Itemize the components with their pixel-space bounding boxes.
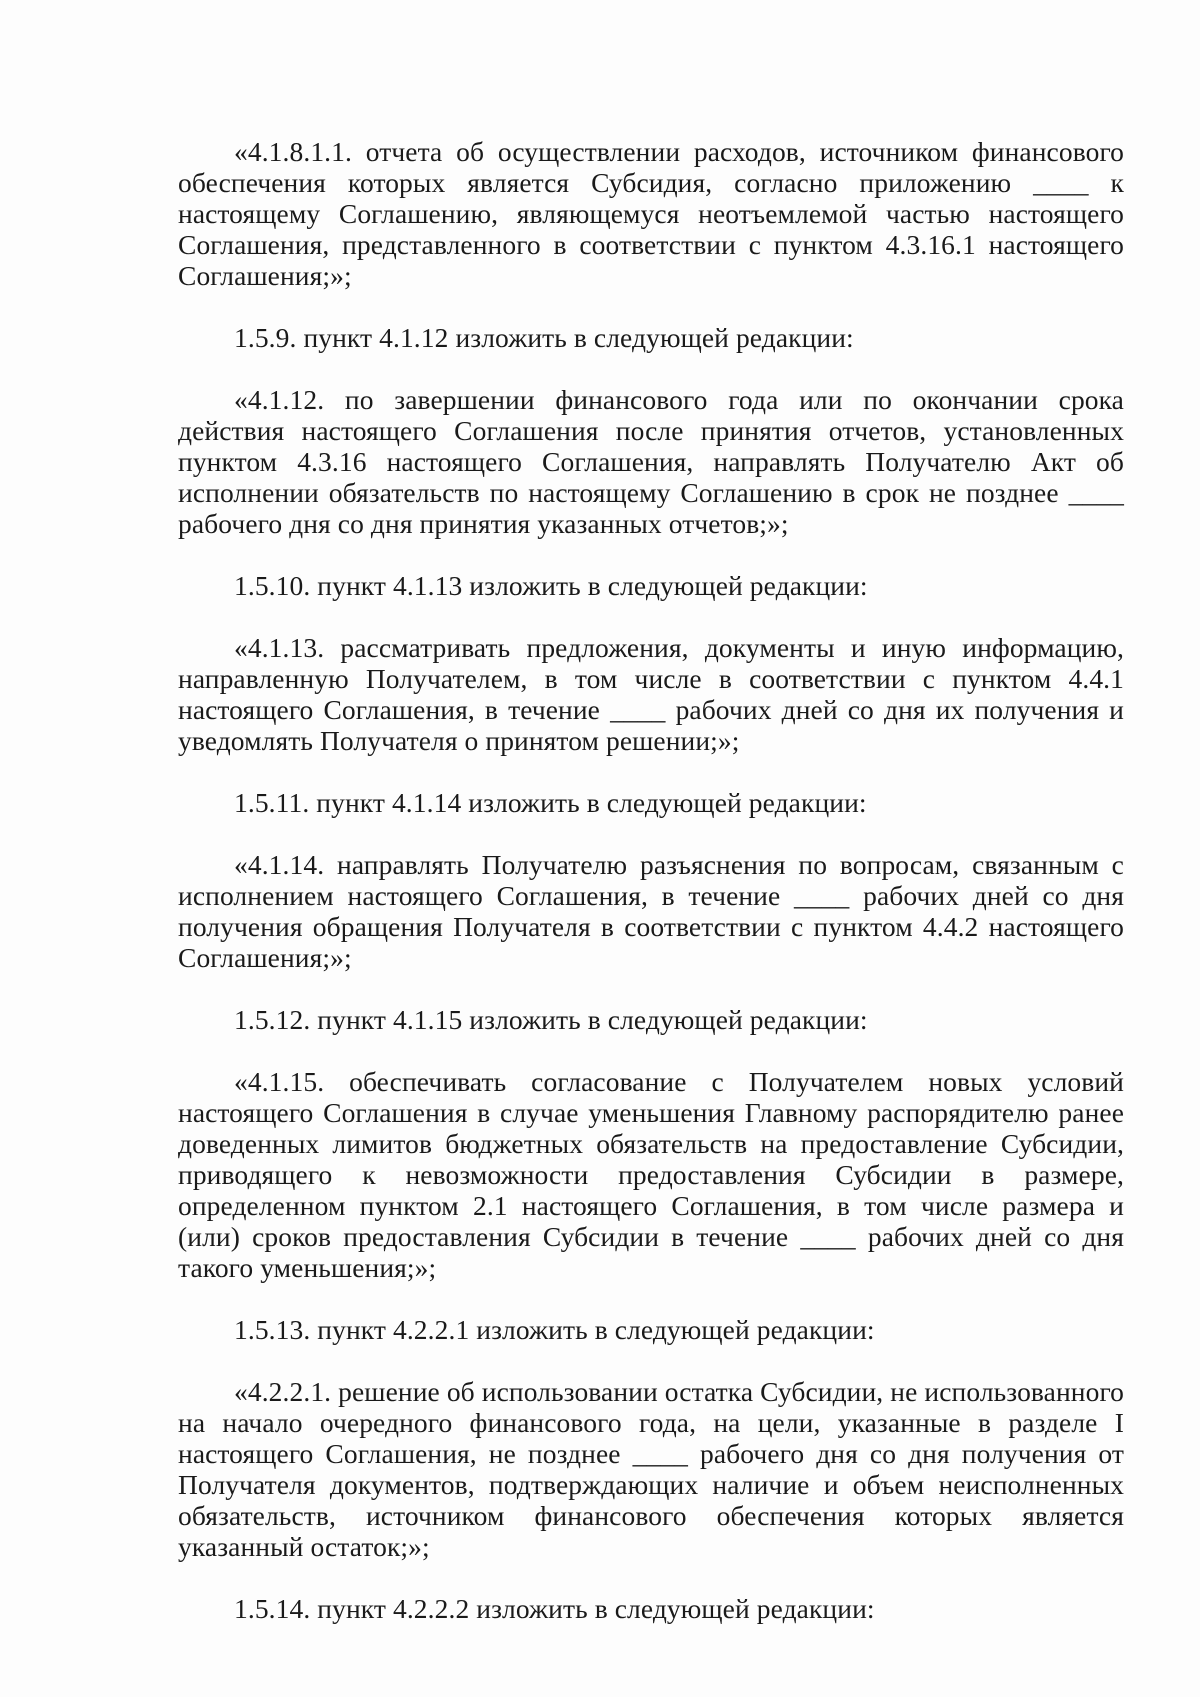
paragraph-4-1-13: «4.1.13. рассматривать предложения, документы и иную информацию, направленную Получателем, в том числе в соответствии с пунктом 4.4.1 настоящего Соглашения, в течение ____ рабочих дней со дня их получения и уведомлять Получателя о принятом решении;»; <box>178 632 1124 756</box>
paragraph-4-1-14: «4.1.14. направлять Получателю разъяснения по вопросам, связанным с исполнением настоящего Соглашения, в течение ____ рабочих дней со дня получения обращения Получателя в соответствии с пунктом 4.4.2 настоящего Соглашения;»; <box>178 849 1124 973</box>
paragraph-1-5-9: 1.5.9. пункт 4.1.12 изложить в следующей редакции: <box>234 322 854 353</box>
paragraph-1-5-12: 1.5.12. пункт 4.1.15 изложить в следующей редакции: <box>234 1004 868 1035</box>
paragraph-1-5-10: 1.5.10. пункт 4.1.13 изложить в следующей редакции: <box>234 570 868 601</box>
paragraph-4-1-8-1-1: «4.1.8.1.1. отчета об осуществлении расходов, источником финансового обеспечения которых является Субсидия, согласно приложению ____ к настоящему Соглашению, являющемуся неотъемлемой частью настоящего Соглашения, представленного в соответствии с пунктом 4.3.16.1 настоящего Соглашения;»; <box>178 136 1124 291</box>
paragraph-4-1-15: «4.1.15. обеспечивать согласование с Получателем новых условий настоящего Соглашения в случае уменьшения Главному распорядителю ранее доведенных лимитов бюджетных обязательств на предоставление Субсидии, приводящего к невозможности предоставления Субсидии в размере, определенном пунктом 2.1 настоящего Соглашения, в том числе размера и (или) сроков предоставления Субсидии в течение ____ рабочих дней со дня такого уменьшения;»; <box>178 1066 1124 1283</box>
document-body <box>178 136 1124 1655</box>
paragraph-1-5-11: 1.5.11. пункт 4.1.14 изложить в следующей редакции: <box>234 787 867 818</box>
paragraph-4-1-12: «4.1.12. по завершении финансового года или по окончании срока действия настоящего Соглашения после принятия отчетов, установленных пунктом 4.3.16 настоящего Соглашения, направлять Получателю Акт об исполнении обязательств по настоящему Соглашению в срок не позднее ____ рабочего дня со дня принятия указанных отчетов;»; <box>178 384 1124 539</box>
paragraph-1-5-13: 1.5.13. пункт 4.2.2.1 изложить в следующей редакции: <box>234 1314 875 1345</box>
paragraph-4-2-2-1: «4.2.2.1. решение об использовании остатка Субсидии, не использованного на начало очередного финансового года, на цели, указанные в разделе I настоящего Соглашения, не позднее ____ рабочего дня со дня получения от Получателя документов, подтверждающих наличие и объем неисполненных обязательств, источником финансового обеспечения которых является указанный остаток;»; <box>178 1376 1124 1562</box>
paragraph-1-5-14: 1.5.14. пункт 4.2.2.2 изложить в следующей редакции: <box>234 1593 875 1624</box>
